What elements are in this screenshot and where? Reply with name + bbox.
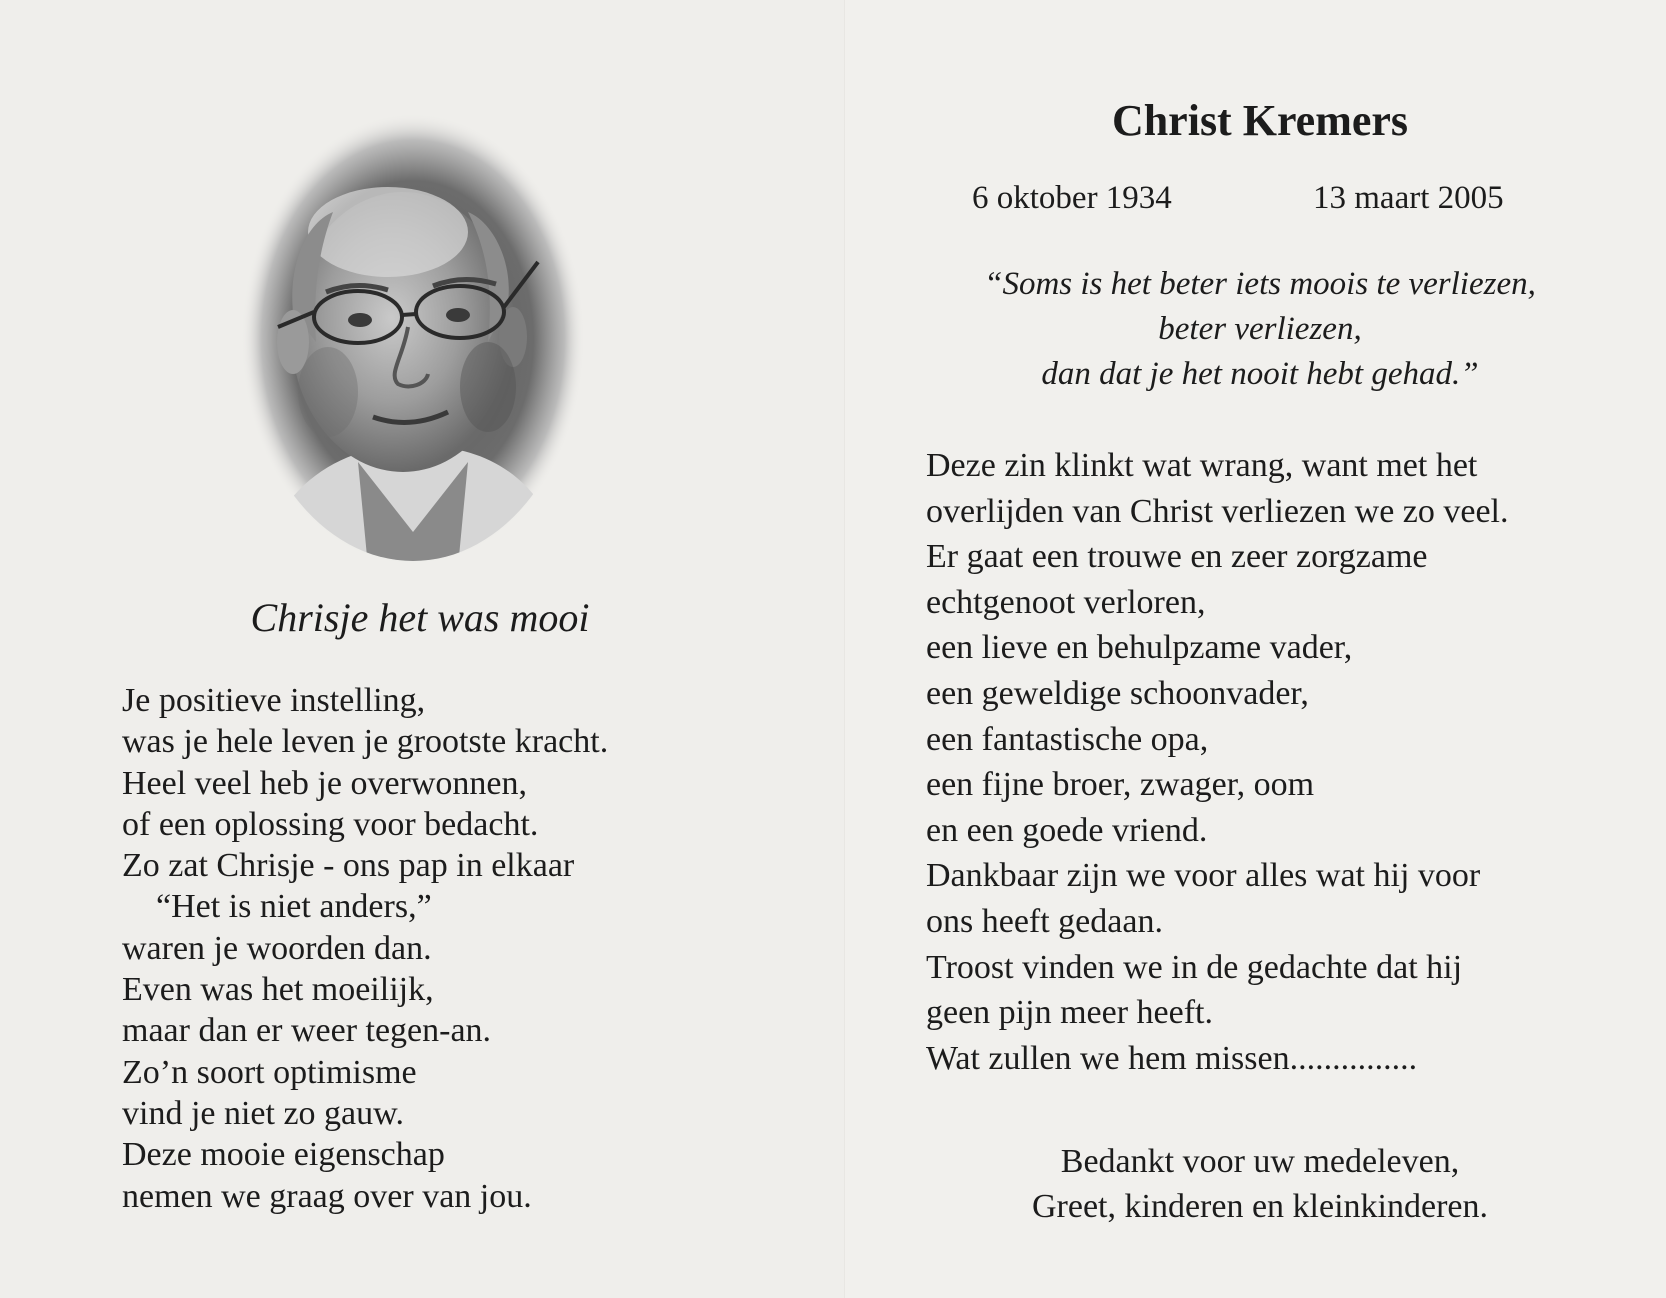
quote-line: “Soms is het beter iets moois te verliezen, [984,266,1536,302]
birth-date: 6 oktober 1934 [972,180,1172,216]
poem-line: waren je woorden dan. [122,929,432,967]
poem-line: maar dan er weer tegen-an. [122,1012,492,1050]
thanks-block [930,1139,1590,1229]
memorial-line: Deze zin klinkt wat wrang, want met het [926,447,1478,484]
poem-line: nemen we graag over van jou. [122,1177,532,1215]
poem-line: of een oplossing voor bedacht. [122,805,539,843]
memorial-line: ons heeft gedaan. [926,902,1163,940]
memorial-line: Troost vinden we in de gedachte dat hij [926,948,1463,986]
memorial-line: Er gaat een trouwe en zeer zorgzame [926,538,1428,576]
thanks-line: Greet, kinderen en kleinkinderen. [1032,1188,1488,1225]
memorial-line: overlijden van Christ verliezen we zo veel. [926,492,1509,530]
poem-line: Zo zat Chrisje - ons pap in elkaar [122,847,575,885]
memorial-line: Dankbaar zijn we voor alles wat hij voor [926,857,1481,895]
poem-line: Heel veel heb je overwonnen, [122,764,527,802]
poem-text [122,680,782,1217]
memorial-line: echtgenoot verloren, [926,583,1206,621]
poem-line: Je positieve instelling, [122,682,426,719]
portrait-photo-icon [238,112,588,567]
poem-title: Chrisje het was mooi [250,595,590,640]
memorial-line: een fijne broer, zwager, oom [926,766,1315,804]
memorial-line: een fantastische opa, [926,720,1209,758]
memorial-line: en een goede vriend. [926,811,1208,849]
quote-line: beter verliezen, [1158,311,1362,347]
quote-line: dan dat je het nooit hebt gehad.” [1041,356,1479,392]
poem-line: Deze mooie eigenschap [122,1136,445,1174]
poem-line: vind je niet zo gauw. [122,1094,404,1132]
poem-line: “Het is niet anders,” [156,888,432,926]
deceased-name: Christ Kremers [1111,96,1409,145]
poem-line: Even was het moeilijk, [122,971,434,1009]
memorial-line: geen pijn meer heeft. [926,994,1213,1032]
thanks-line: Bedankt voor uw medeleven, [1060,1143,1460,1180]
memorial-line: een geweldige schoonvader, [926,674,1309,712]
memorial-line: Wat zullen we hem missen............... [926,1039,1418,1077]
poem-line: was je hele leven je grootste kracht. [122,723,609,761]
poem-line: Zo’n soort optimisme [122,1053,417,1091]
portrait-photo [238,112,588,567]
memorial-line: een lieve en behulpzame vader, [926,629,1353,667]
quote-block [900,262,1620,397]
card-fold [844,0,846,1298]
memorial-text [926,443,1646,1081]
death-date: 13 maart 2005 [1313,180,1504,216]
